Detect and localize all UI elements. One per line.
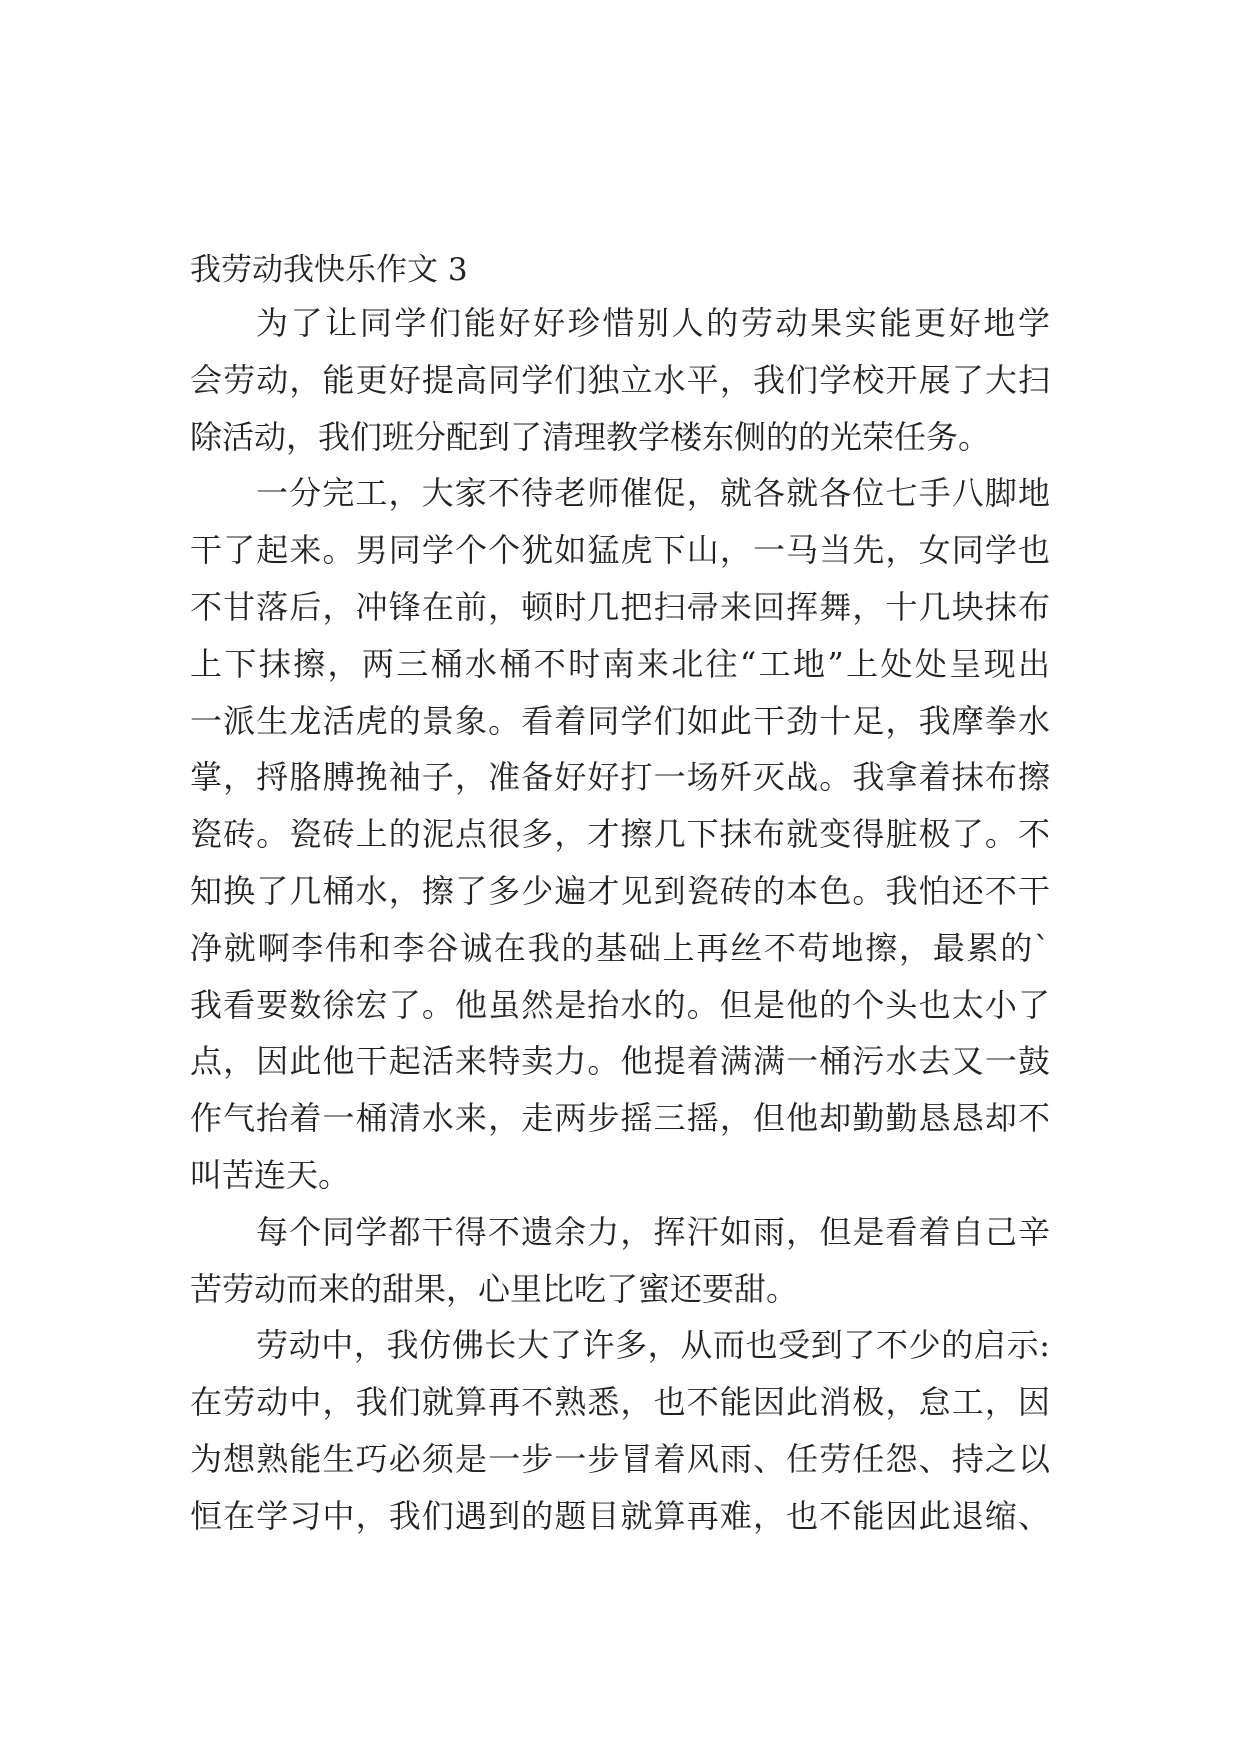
- text-line: 干了起来。男同学个个犹如猛虎下山，一马当先，女同学也: [190, 531, 1050, 570]
- paragraph-1: [190, 295, 1050, 465]
- text-line: 会劳动，能更好提高同学们独立水平，我们学校开展了大扫: [190, 360, 1050, 399]
- document-body: [190, 250, 1050, 1545]
- document-title: 我劳动我快乐作文 3: [190, 252, 468, 288]
- text-line: 一分完工，大家不待老师催促，就各就各位七手八脚地: [256, 474, 1050, 513]
- text-line: 掌，捋胳膊挽袖子，准备好好打一场歼灭战。我拿着抹布擦: [190, 758, 1050, 797]
- text-line: 恒在学习中，我们遇到的题目就算再难，也不能因此退缩、: [190, 1496, 1050, 1535]
- text-line: 为了让同学们能好好珍惜别人的劳动果实能更好地学: [256, 304, 1050, 342]
- text-line: 叫苦连天。: [190, 1155, 351, 1194]
- text-line: 苦劳动而来的甜果，心里比吃了蜜还要甜。: [190, 1269, 799, 1308]
- text-line: 一派生龙活虎的景象。看着同学们如此干劲十足，我摩拳水: [190, 701, 1050, 740]
- paragraph-2: [190, 465, 1050, 1203]
- paragraph-3: [190, 1204, 1050, 1318]
- text-line: 作气抬着一桶清水来，走两步摇三摇，但他却勤勤恳恳却不: [190, 1099, 1050, 1138]
- text-line: 知换了几桶水，擦了多少遍才见到瓷砖的本色。我怕还不干: [190, 871, 1050, 910]
- text-line: 不甘落后，冲锋在前，顿时几把扫帚来回挥舞，十几块抹布: [190, 587, 1050, 626]
- text-line: 除活动，我们班分配到了清理教学楼东侧的的光荣任务。: [190, 417, 991, 456]
- text-line: 净就啊李伟和李谷诚在我的基础上再丝不苟地擦，最累的`: [190, 928, 1050, 967]
- text-line: 上下抹擦，两三桶水桶不时南来北往“工地”上处处呈现出: [190, 644, 1050, 683]
- text-line: 为想熟能生巧必须是一步一步冒着风雨、任劳任怨、持之以: [190, 1439, 1050, 1478]
- text-line: 在劳动中，我们就算再不熟悉，也不能因此消极，怠工，因: [190, 1383, 1050, 1422]
- paragraph-4: [190, 1317, 1050, 1544]
- text-line: 每个同学都干得不遗余力，挥汗如雨，但是看着自己辛: [256, 1212, 1050, 1251]
- text-line: 我看要数徐宏了。他虽然是抬水的。但是他的个头也太小了: [190, 985, 1050, 1024]
- text-line: 瓷砖。瓷砖上的泥点很多，才擦几下抹布就变得脏极了。不: [190, 815, 1050, 854]
- text-line: 劳动中，我仿佛长大了许多，从而也受到了不少的启示:: [256, 1326, 1050, 1365]
- text-line: 点，因此他干起活来特卖力。他提着满满一桶污水去又一鼓: [190, 1042, 1050, 1081]
